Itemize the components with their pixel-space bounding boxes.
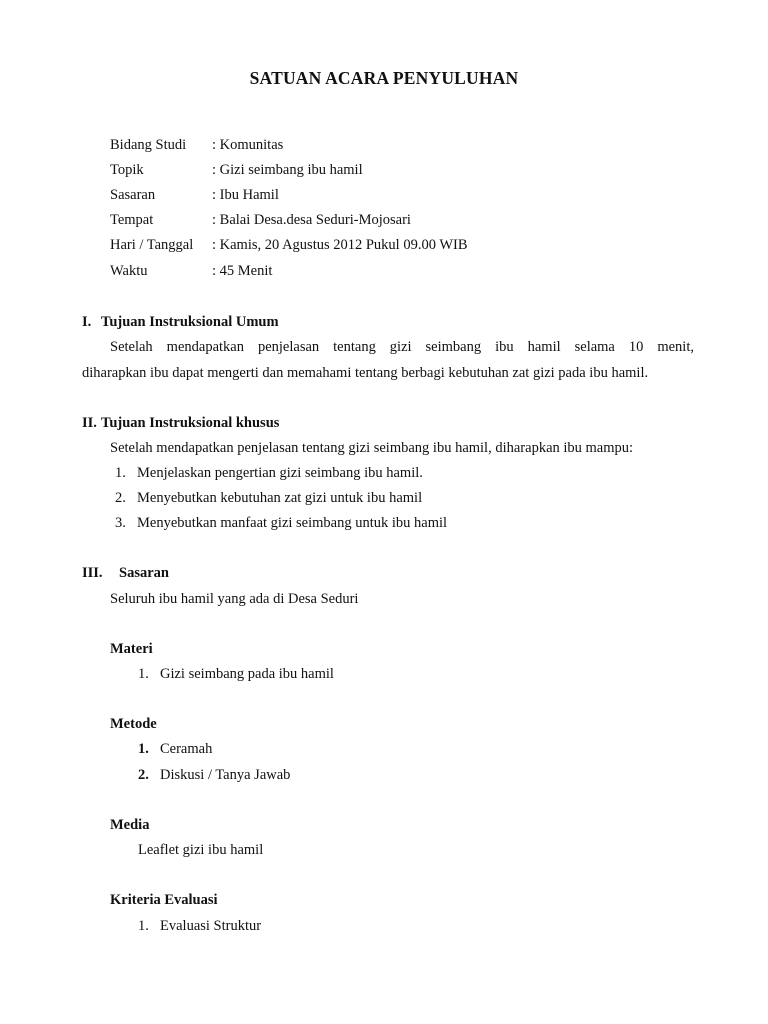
info-label-sasaran: Sasaran [110,187,156,203]
list-item-number: 1. [115,465,126,481]
section3-heading: Sasaran [119,565,169,581]
list-item-number: 2. [138,767,149,783]
section2-heading: Tujuan Instruksional khusus [101,415,280,431]
list-item: Gizi seimbang pada ibu hamil [160,666,334,682]
list-item: Ceramah [160,741,213,757]
list-item: Diskusi / Tanya Jawab [160,767,291,783]
list-item: Menyebutkan kebutuhan zat gizi untuk ibu hamil [137,490,423,506]
media-heading: Media [110,817,150,833]
section1-paragraph-line1: Setelah mendapatkan penjelasan tentang gizi seimbang ibu hamil selama 10 menit, [110,339,694,355]
section3-text: Seluruh ibu hamil yang ada di Desa Seduri [110,591,359,607]
section2-intro: Setelah mendapatkan penjelasan tentang gizi seimbang ibu hamil, diharapkan ibu mampu: [110,440,634,456]
media-text: Leaflet gizi ibu hamil [138,842,264,858]
metode-heading: Metode [110,716,157,732]
list-item-number: 3. [115,515,126,531]
list-item-number: 1. [138,918,149,934]
document-title: SATUAN ACARA PENYULUHAN [249,68,519,88]
list-item: Evaluasi Struktur [160,918,262,934]
info-value-hari-tanggal: : Kamis, 20 Agustus 2012 Pukul 09.00 WIB [212,237,468,253]
info-value-topik: : Gizi seimbang ibu hamil [212,162,363,178]
section2-number: II. [82,415,97,431]
info-label-bidang-studi: Bidang Studi [110,137,187,153]
info-label-topik: Topik [110,162,144,178]
section3-number: III. [82,565,103,581]
info-label-tempat: Tempat [110,212,154,228]
info-value-sasaran: : Ibu Hamil [212,187,279,203]
materi-heading: Materi [110,641,153,657]
info-label-waktu: Waktu [110,263,148,279]
section1-number: I. [82,314,92,330]
kriteria-heading: Kriteria Evaluasi [110,892,218,908]
info-label-hari-tanggal: Hari / Tanggal [110,237,194,253]
list-item: Menyebutkan manfaat gizi seimbang untuk ibu hamil [137,515,448,531]
info-value-tempat: : Balai Desa.desa Seduri-Mojosari [212,212,411,228]
section1-paragraph-line2: diharapkan ibu dapat mengerti dan memahami tentang berbagi kebutuhan zat gizi pada ibu hamil. [82,365,649,381]
list-item-number: 1. [138,666,149,682]
list-item-number: 1. [138,741,149,757]
list-item: Menjelaskan pengertian gizi seimbang ibu hamil. [137,465,423,481]
section1-heading: Tujuan Instruksional Umum [101,314,279,330]
info-value-bidang-studi: : Komunitas [212,137,284,153]
list-item-number: 2. [115,490,126,506]
info-value-waktu: : 45 Menit [212,263,273,279]
